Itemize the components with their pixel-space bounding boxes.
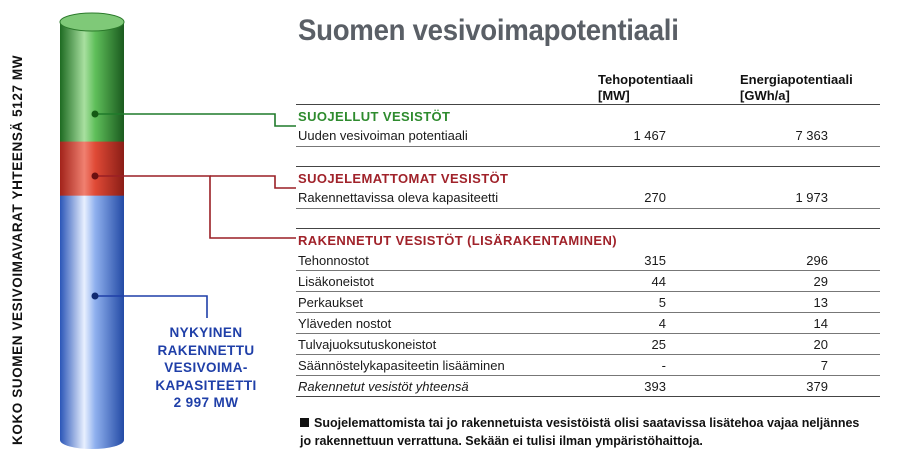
total-resources-vertical-label: KOKO SUOMEN VESIVOIMAVARAT YHTEENSÄ 5127 MW — [10, 54, 25, 445]
row-value-gwh: 13 — [813, 295, 828, 310]
current-capacity-label: NYKYINEN RAKENNETTU VESIVOIMA- KAPASITEETTI 2 997 MW — [155, 325, 257, 410]
row-label: Säännöstelykapasiteetin lisääminen — [298, 358, 505, 373]
table-rule — [296, 396, 880, 397]
cylinder-segment-protected — [60, 22, 124, 143]
row-label: Lisäkoneistot — [298, 274, 374, 289]
table-rule — [296, 354, 880, 355]
row-value-mw: 315 — [644, 253, 666, 268]
row-label: Tulvajuoksutuskoneistot — [298, 337, 437, 352]
row-value-gwh: 296 — [806, 253, 828, 268]
row-value-gwh: 29 — [813, 274, 828, 289]
column-header-energy: Energiapotentiaali [GWh/a] — [740, 72, 853, 103]
section-protected-waters: SUOJELLUT VESISTÖT — [298, 109, 451, 124]
dot-current — [92, 293, 99, 300]
table-rule — [296, 166, 880, 167]
row-label: Uuden vesivoiman potentiaali — [298, 128, 468, 143]
table-rule — [296, 270, 880, 271]
row-value-mw: 25 — [651, 337, 666, 352]
footnote: Suojelemattomista tai jo rakennetuista vesistöistä olisi saatavissa lisätehoa vajaa neljännes jo rakennettuun verrattuna. Sekään ei tulisi ilman ympäristöhaittoja. — [300, 416, 860, 448]
row-value-gwh: 7 — [820, 358, 828, 373]
connector-protected — [95, 114, 296, 126]
row-value-gwh: 1 973 — [795, 190, 828, 205]
table-rule — [296, 104, 880, 105]
column-header-power: Tehopotentiaali [MW] — [598, 72, 694, 103]
section-built-waters: RAKENNETUT VESISTÖT (LISÄRAKENTAMINEN) — [298, 233, 618, 248]
section-unprotected-waters: SUOJELEMATTOMAT VESISTÖT — [298, 171, 509, 186]
row-value-mw: 44 — [651, 274, 666, 289]
row-label: Yläveden nostot — [298, 316, 392, 331]
row-value-mw: 270 — [644, 190, 666, 205]
bullet-square-icon — [300, 418, 309, 427]
dot-unprotected — [92, 173, 99, 180]
cylinder-segment-current — [60, 196, 124, 440]
row-value-gwh: 7 363 — [795, 128, 828, 143]
row-label: Tehonnostot — [298, 253, 369, 268]
table-rule — [296, 146, 880, 147]
row-value-mw: 5 — [658, 295, 666, 310]
table-rule — [296, 375, 880, 376]
row-value-mw-total: 393 — [644, 379, 666, 394]
row-value-gwh: 20 — [813, 337, 828, 352]
cylinder-segment-unprotected — [60, 142, 124, 197]
table-rule — [296, 208, 880, 209]
row-label-total: Rakennetut vesistöt yhteensä — [298, 379, 469, 394]
cylinder-bottom — [60, 431, 124, 449]
table-rule — [296, 312, 880, 313]
table-rule — [296, 291, 880, 292]
table-rule — [296, 228, 880, 229]
dot-protected — [92, 111, 99, 118]
connector-unprotected — [95, 176, 296, 238]
row-value-gwh-total: 379 — [806, 379, 828, 394]
table-rule — [296, 333, 880, 334]
row-label: Perkaukset — [298, 295, 364, 310]
row-value-mw: 1 467 — [633, 128, 666, 143]
cylinder-top — [60, 13, 124, 31]
row-value-gwh: 14 — [813, 316, 828, 331]
connector-unprotected-upper — [210, 176, 296, 188]
row-value-mw: 4 — [658, 316, 666, 331]
row-label: Rakennettavissa oleva kapasiteetti — [298, 190, 499, 205]
page-title: Suomen vesivoimapotentiaali — [298, 14, 679, 47]
row-value-mw: - — [661, 358, 666, 373]
